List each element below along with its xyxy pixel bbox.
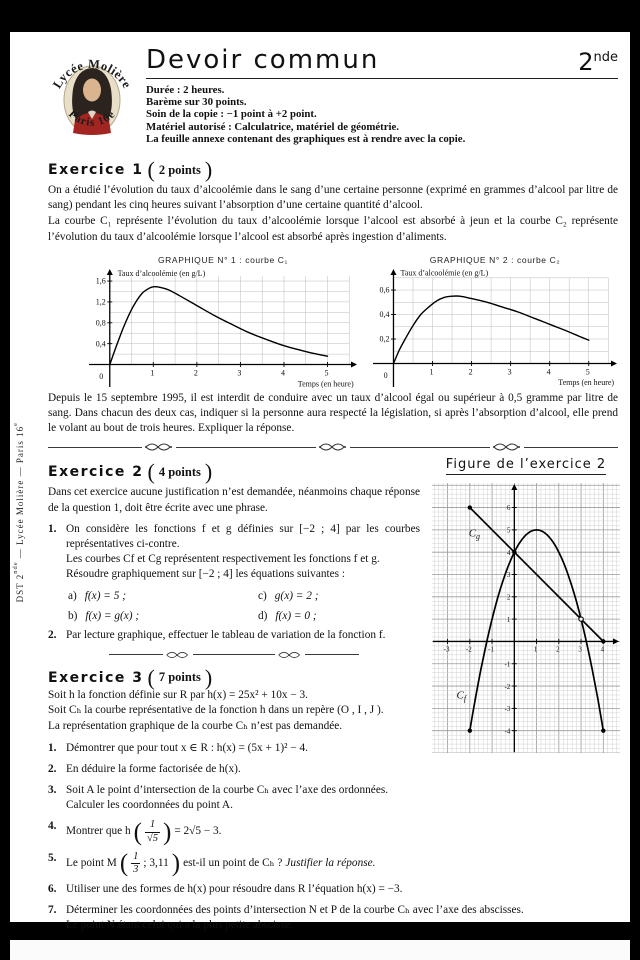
- svg-text:4: 4: [546, 367, 551, 377]
- svg-text:-2: -2: [504, 683, 511, 692]
- svg-text:0,2: 0,2: [379, 334, 390, 344]
- divider-ornament: [492, 443, 522, 451]
- svg-text:3: 3: [507, 367, 512, 377]
- ex2-question2: 2. Par lecture graphique, effectuer le tableau de variation de la fonction f.: [48, 628, 386, 641]
- ex2-q1-line2: Les courbes Cf et Cg représentent respectivement les fonctions f et g.: [66, 553, 380, 566]
- detail-materiel: Matériel autorisé : Calculatrice, matériel de géométrie.: [146, 120, 400, 133]
- svg-text:Temps (en heure): Temps (en heure): [558, 377, 615, 387]
- svg-text:5: 5: [585, 367, 590, 377]
- header: [48, 45, 618, 151]
- divider-ornament: [277, 651, 303, 659]
- graph2-title: GRAPHIQUE N° 2 : courbe C₂: [429, 254, 561, 265]
- svg-text:0: 0: [99, 371, 104, 381]
- svg-text:4: 4: [506, 549, 511, 558]
- ex3-question5: 5. Le point M ( $\frac{1}{3}$ ; 3,11 ) est-il un point de Cₕ ? Justifier la réponse.: [48, 849, 376, 877]
- ex3-question1: 1. Démontrer que pour tout x ∈ R : h(x) = (5x + 1)² − 4.: [48, 741, 309, 754]
- equation-d: d) f(x) = 0 ;: [258, 609, 317, 622]
- svg-text:3: 3: [506, 571, 511, 580]
- ex3-q7-line2: Le point N étant celui qui a la plus petite abscisse.: [66, 919, 293, 932]
- svg-text:3: 3: [237, 368, 242, 378]
- ex1-paragraph3: Depuis le 15 septembre 1995, il est interdit de conduire avec un taux d’alcool égal ou supérieur à 0,5 gramme par litre de sang. Dans chacun des deux cas, indiquer si la personne aura respecté la législation, si après l’absorption d’alcool, elle prend le volant au bout de trois heures. Expliquer la réponse.: [48, 391, 618, 435]
- svg-text:-2: -2: [465, 645, 472, 654]
- svg-text:0,8: 0,8: [95, 318, 106, 328]
- logo-top-text: Lycée Molière: [49, 56, 135, 91]
- ex2-question1: 1. On considère les fonctions f et g définies sur [−2 ; 4] par les courbes représentatives ci-contre. Les courbes Cf et Cg représentent respectivement les fonctions f et g. Résoudre graphiquement sur [−2 ; 4] les équations suivantes :: [48, 522, 420, 583]
- ex3-q7-line1: Déterminer les coordonnées des points d’intersection N et P de la courbe Cₕ avec l’axe des abscisses.: [66, 903, 524, 916]
- vertical-margin-text: DST 2nde — Lycée Molière — Paris 16e: [12, 421, 25, 603]
- svg-text:Temps (en heure): Temps (en heure): [297, 379, 354, 388]
- svg-text:5: 5: [324, 368, 329, 378]
- svg-text:1: 1: [429, 367, 434, 377]
- grade-label: 2nde: [578, 48, 618, 76]
- divider-ornament: [144, 443, 174, 451]
- portrait-face: [83, 79, 101, 102]
- svg-text:5: 5: [506, 526, 511, 535]
- exam-page: [10, 32, 630, 932]
- ex3-intro: [48, 688, 420, 735]
- left-column: [48, 453, 420, 777]
- svg-text:-4: -4: [504, 727, 511, 736]
- svg-text:2: 2: [556, 645, 560, 654]
- equation-b: b) f(x) = g(x) ;: [68, 609, 140, 622]
- logo-bottom-text: Paris 16e: [65, 108, 119, 129]
- graph1-block: [88, 255, 358, 388]
- svg-text:-1: -1: [504, 660, 511, 669]
- svg-text:Cg: $C_g$: [468, 527, 481, 542]
- ex3-question7: 7. Déterminer les coordonnées des points d’intersection N et P de la courbe Cₕ avec l’axe des abscisses. Le point N étant celui qui a la plus petite abscisse.: [48, 903, 618, 933]
- ex2-q1-line1: On considère les fonctions f et g définies sur [−2 ; 4] par les courbes représentatives ci-contre.: [66, 522, 420, 551]
- ex3-intro-line2: Soit Cₕ la courbe représentative de la fonction h dans un repère (O , I , J ).: [48, 704, 384, 717]
- ex2-equations: [68, 590, 420, 622]
- ex3-question6: 6. Utiliser une des formes de h(x) pour résoudre dans R l’équation h(x) = −3.: [48, 882, 403, 895]
- svg-text:1: 1: [150, 368, 155, 378]
- svg-text:4: 4: [600, 645, 605, 654]
- svg-text:Taux d’alcoolémie (en g/L): Taux d’alcoolémie (en g/L): [400, 268, 489, 278]
- svg-text:2: 2: [468, 367, 473, 377]
- divider-ornament: [165, 651, 191, 659]
- graphs-row: [48, 255, 618, 388]
- detail-annexe: La feuille annexe contenant des graphiques est à rendre avec la copie.: [146, 132, 466, 145]
- ex3-question4: 4. Montrer que h ( $\frac{1}{√5}$ ) = 2√5 − 3.: [48, 818, 222, 846]
- fraction-1-over-sqrt5: $\frac{1}{√5}$: [146, 819, 158, 844]
- svg-text:2: 2: [193, 368, 198, 378]
- svg-text:4: 4: [280, 368, 285, 378]
- graph1-title: GRAPHIQUE N° 1 : courbe C₁: [157, 254, 289, 265]
- figure-ex2-title: Figure de l’exercice 2: [446, 457, 606, 475]
- svg-text:0,6: 0,6: [379, 285, 390, 295]
- svg-text:1,6: 1,6: [95, 276, 106, 286]
- svg-text:1: 1: [533, 645, 538, 654]
- graph2-block: [372, 255, 618, 388]
- ex1-paragraph1: On a étudié l’évolution du taux d’alcoolémie dans le sang d’une certaine personne (exprimé en grammes d’alcool par litre de sang) pendant les cinq heures suivant l’absorption d’une certaine quantité d’alcool.: [48, 184, 618, 212]
- svg-text:0: 0: [383, 371, 388, 381]
- ex3-question2: 2. En déduire la forme factorisée de h(x).: [48, 762, 241, 775]
- ex2-intro: Dans cet exercice aucune justification n’est demandée, néanmoins chaque réponse de la question 1, doit être écrite avec une phrase.: [48, 486, 421, 514]
- short-divider: [109, 651, 359, 659]
- svg-text:1: 1: [506, 616, 511, 625]
- exercise3-heading: Exercice 3 ( 7 points ): [48, 664, 213, 690]
- page-title: Devoir commun: [146, 45, 380, 75]
- ex3-q3-line2: Calculer les coordonnées du point A.: [66, 799, 233, 812]
- equation-c: c) g(x) = 2 ;: [258, 589, 319, 602]
- exercise1-heading: Exercice 1 ( 2 points ): [48, 157, 213, 182]
- graph2-alcohol-curve: [372, 268, 618, 388]
- exam-details: [146, 84, 618, 145]
- svg-text:2: 2: [506, 593, 511, 602]
- ex3-question3: 3. Soit A le point d’intersection de la courbe Cₕ avec l’axe des ordonnées. Calculer les coordonnées du point A.: [48, 783, 618, 813]
- ex2-q1-line3: Résoudre graphiquement sur [−2 ; 4] les équations suivantes :: [66, 568, 346, 581]
- equation-a: a) f(x) = 5 ;: [68, 589, 126, 602]
- ex3-q3-line1: Soit A le point d’intersection de la courbe Cₕ avec l’axe des ordonnées.: [66, 784, 389, 797]
- section-divider: [48, 443, 618, 451]
- svg-text:1,2: 1,2: [95, 297, 106, 307]
- graph1-alcohol-curve: [88, 268, 358, 388]
- exercise2-heading: Exercice 2 ( 4 points ): [48, 459, 213, 485]
- ex3-intro-line3: La représentation graphique de la courbe Cₕ n’est pas demandée.: [48, 720, 343, 733]
- figure-ex2-graph: [432, 483, 620, 753]
- right-column: [432, 453, 620, 777]
- svg-text:-3: -3: [443, 645, 450, 654]
- detail-duration: Durée : 2 heures.: [146, 84, 225, 96]
- school-logo: [48, 45, 136, 151]
- svg-text:6: 6: [506, 504, 511, 513]
- ex3-intro-line1: Soit h la fonction définie sur R par h(x) = 25x² + 10x − 3.: [48, 688, 309, 701]
- svg-text:-3: -3: [504, 705, 511, 714]
- title-row: [146, 45, 618, 79]
- svg-text:-1: -1: [488, 645, 494, 654]
- svg-text:0,4: 0,4: [95, 339, 106, 349]
- svg-text:Cf: $C_f$: [456, 689, 467, 704]
- detail-bareme: Barème sur 30 points.: [146, 96, 247, 109]
- fraction-1-over-3: $\frac{1}{3}$: [133, 850, 139, 875]
- divider-ornament: [318, 443, 348, 451]
- svg-text:3: 3: [578, 645, 582, 654]
- svg-text:Taux d’alcoolémie (en g/L): Taux d’alcoolémie (en g/L): [117, 268, 206, 278]
- next-page-strip: [10, 940, 630, 960]
- detail-soin: Soin de la copie : −1 point à +2 point.: [146, 108, 317, 121]
- svg-text:0,4: 0,4: [379, 310, 390, 320]
- ex1-paragraph2: La courbe C₁ représente l’évolution du taux d’alcoolémie lorsque l’alcool est absorbé à jeun et la courbe C₂ représente l’évolution du taux d’alcoolémie lorsque l’alcool est absorbé après ingestion d’aliments.: [48, 215, 618, 243]
